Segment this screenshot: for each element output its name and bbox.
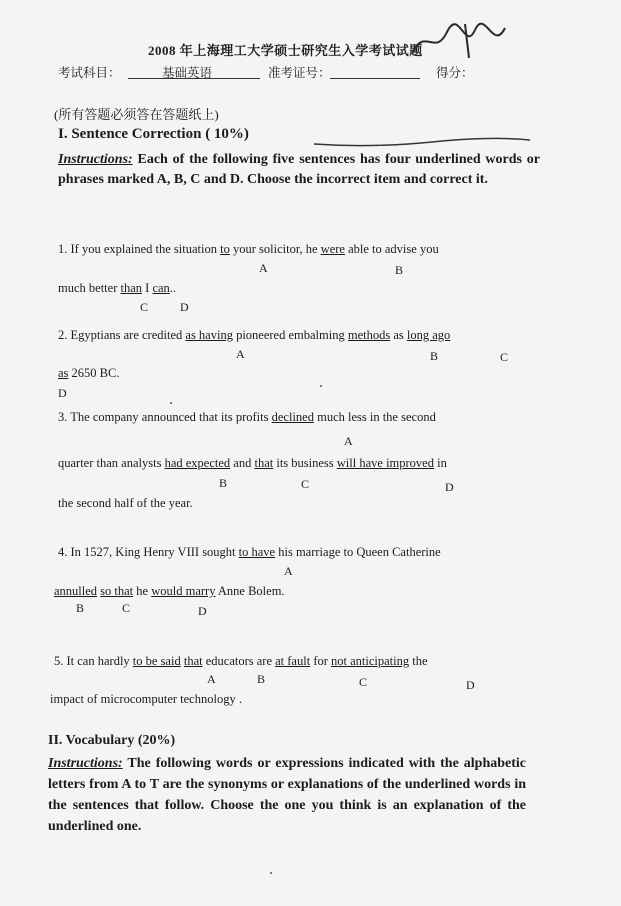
scan-speck — [320, 385, 322, 387]
q1-label-c: C — [140, 300, 149, 314]
q4-label-a: A — [284, 564, 293, 578]
q2-label-a: A — [236, 347, 245, 361]
q5-label-c: C — [359, 675, 368, 689]
q3-label-c: C — [301, 477, 310, 491]
q1-label-d: D — [180, 300, 189, 314]
q4-label-c: C — [122, 601, 131, 615]
instructions-lead: Instructions: — [48, 756, 123, 771]
question-2-line-2: as 2650 BC. — [58, 366, 120, 380]
question-4-line-2: annulled so that he would marry Anne Bolem. — [54, 584, 285, 598]
handwritten-mark — [405, 22, 515, 60]
question-1-line-1: 1. If you explained the situation to your solicitor, he were able to advise you — [58, 242, 439, 256]
q2-label-b: B — [430, 349, 439, 363]
exam-id-label: 准考证号： — [268, 66, 331, 80]
instructions-text: Each of the following five sentences has four underlined words or phrases marked A, B, C and D. Choose the incorrect item and correct it. — [58, 152, 540, 187]
pen-stroke — [312, 128, 532, 150]
question-3-line-1: 3. The company announced that its profits declined much less in the second — [58, 410, 436, 424]
exam-title: 2008 年上海理工大学硕士研究生入学考试试题 — [148, 43, 423, 58]
section-1-heading: I. Sentence Correction ( 10%) — [58, 126, 249, 142]
exam-id-underline — [330, 78, 420, 79]
scan-speck — [170, 402, 172, 404]
q3-label-b: B — [219, 476, 228, 490]
instructions-lead: Instructions: — [58, 152, 133, 167]
q1-label-b: B — [395, 263, 404, 277]
question-3-line-3: the second half of the year. — [58, 496, 193, 510]
q4-label-b: B — [76, 601, 85, 615]
q3-label-a: A — [344, 434, 353, 448]
question-4-line-1: 4. In 1527, King Henry VIII sought to have his marriage to Queen Catherine — [58, 545, 441, 559]
section-1-instructions — [58, 150, 540, 190]
q5-label-b: B — [257, 672, 266, 686]
instructions-text: The following words or expressions indicated with the alphabetic letters from A to T are the synonyms or explanations of the underlined words in the sentences that follow. Choose the one you think is an explanation of the underlined one. — [48, 756, 526, 834]
q5-label-d: D — [466, 678, 475, 692]
question-3-line-2: quarter than analysts had expected and that its business will have improved in — [58, 456, 447, 470]
subject-underline — [128, 78, 260, 79]
q4-label-d: D — [198, 604, 207, 618]
q5-label-a: A — [207, 672, 216, 686]
q3-label-d: D — [445, 480, 454, 494]
question-1-line-2: much better than I can.. — [58, 281, 177, 295]
question-5-line-1: 5. It can hardly to be said that educators are at fault for not anticipating the — [54, 654, 428, 668]
scan-speck — [270, 872, 272, 874]
question-2-line-1: 2. Egyptians are credited as having pioneered embalming methods as long ago — [58, 328, 451, 342]
section-2-heading: II. Vocabulary (20%) — [48, 733, 176, 748]
answer-note: (所有答题必须答在答题纸上) — [54, 107, 219, 122]
subject-label: 考试科目： — [58, 66, 121, 80]
question-5-line-2: impact of microcomputer technology . — [50, 692, 242, 706]
section-2-instructions — [48, 753, 526, 837]
q1-label-a: A — [259, 261, 268, 275]
score-label: 得分： — [436, 66, 474, 80]
q2-label-c: C — [500, 350, 509, 364]
subject-value: 基础英语 — [162, 66, 213, 80]
q2-label-d: D — [58, 386, 67, 400]
